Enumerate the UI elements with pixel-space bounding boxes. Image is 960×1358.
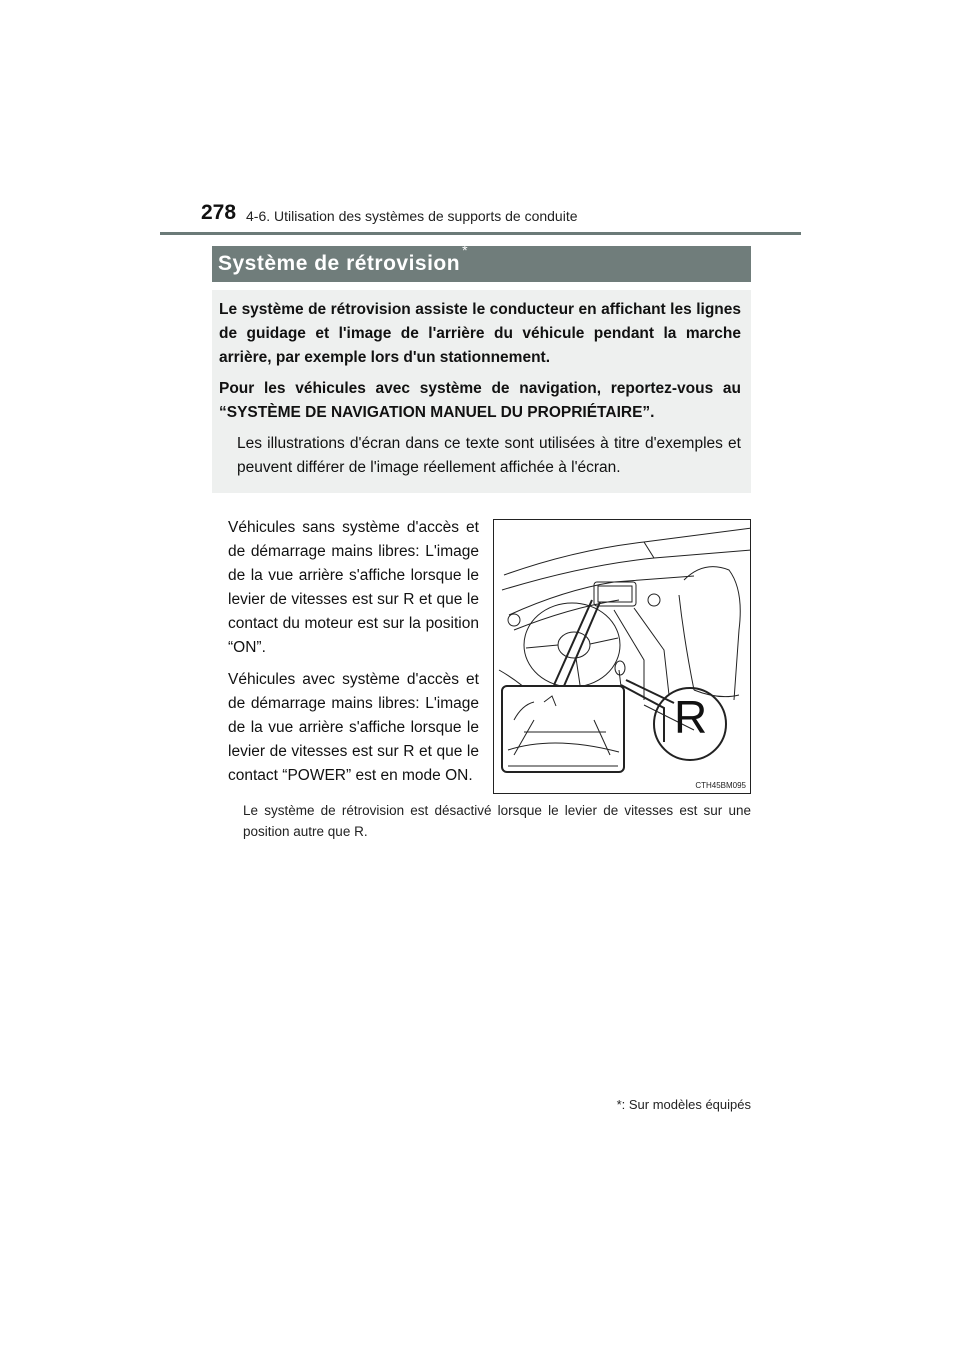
section-heading: 4-6. Utilisation des systèmes de supports de conduite <box>246 208 578 224</box>
body-column <box>228 516 479 796</box>
intro-box <box>212 290 751 493</box>
body-paragraph-1: Véhicules sans système d'accès et de démarrage mains libres: L'image de la vue arrière s'affiche lorsque le levier de vitesses est sur R et que le contact du moteur est sur la position “ON”. <box>228 519 479 656</box>
page-title: Système de rétrovision <box>218 252 461 275</box>
footnote: *: Sur modèles équipés <box>616 1097 751 1112</box>
small-note: Le système de rétrovision est désactivé lorsque le levier de vitesses est sur une position autre que R. <box>243 803 751 839</box>
title-bar <box>212 242 751 282</box>
header-rule <box>160 232 801 235</box>
body-paragraph-2: Véhicules avec système d'accès et de démarrage mains libres: L'image de la vue arrière s'affiche lorsque le levier de vitesses est sur R et que le contact “POWER” est en mode ON. <box>228 671 479 784</box>
intro-paragraph-2: Pour les véhicules avec système de navigation, reportez-vous au “SYSTÈME DE NAVIGATION MANUEL DU PROPRIÉTAIRE”. <box>219 380 741 421</box>
intro-paragraph-1: Le système de rétrovision assiste le conducteur en affichant les lignes de guidage et l'image de l'arrière du véhicule pendant la marche arrière, par exemple lors d'un stationnement. <box>219 301 741 366</box>
title-asterisk: * <box>462 242 468 258</box>
dashboard-illustration <box>493 519 751 794</box>
gear-r-label: R <box>674 691 708 743</box>
page-number: 278 <box>201 201 237 224</box>
dashboard-drawing <box>494 520 751 794</box>
intro-note: Les illustrations d'écran dans ce texte sont utilisées à titre d'exemples et peuvent différer de l'image réellement affichée à l'écran. <box>237 435 741 476</box>
figure-code: CTH45BM095 <box>695 781 746 790</box>
